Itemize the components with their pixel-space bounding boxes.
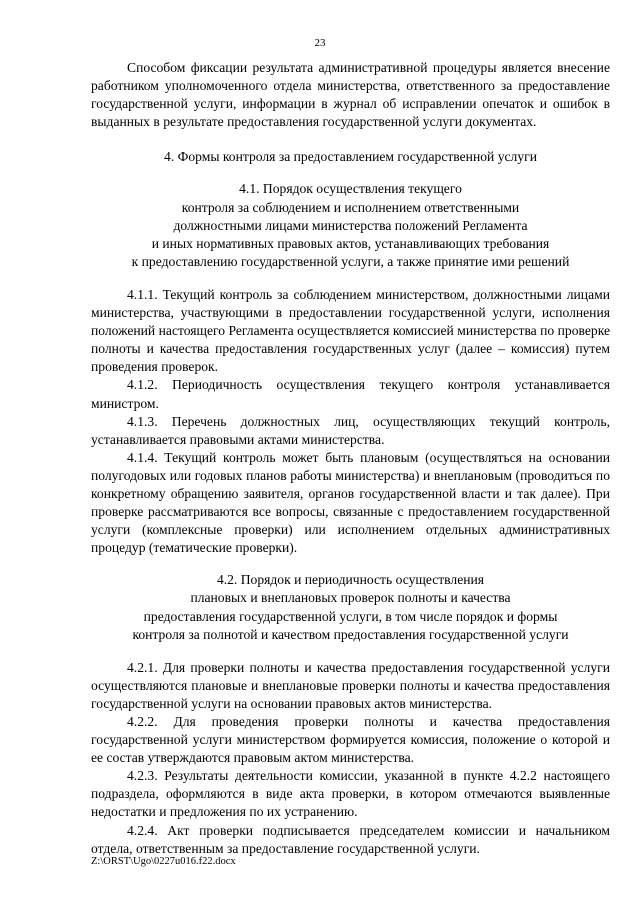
title-line: плановых и внеплановых проверок полноты и качества bbox=[190, 590, 511, 606]
paragraph-4-1-2: 4.1.2. Периодичность осуществления текущего контроля устанавливается министром. bbox=[91, 377, 610, 411]
paragraph-4-2-4: 4.2.4. Акт проверки подписывается председателем комиссии и начальником отдела, ответственным за предоставление государственной услуги. bbox=[91, 822, 610, 856]
title-line: контроля за соблюдением и исполнением ответственными bbox=[181, 199, 520, 215]
paragraph-4-2-1: 4.2.1. Для проверки полноты и качества предоставления государственной услуги осуществляются плановые и внеплановые проверки полноты и качества предоставления государственной услуги на основании правовых актов министерства. bbox=[91, 659, 610, 711]
paragraph-4-1-1: 4.1.1. Текущий контроль за соблюдением министерством, должностными лицами министерства, участвующими в предоставлении государственной услуги, исполнения положений настоящего Регламента осуществляется комиссией министерства по проверке полноты и качества предоставления государственных услуг (далее – комиссия) путем проведения проверок. bbox=[91, 286, 610, 375]
subsection-4-2-body bbox=[91, 659, 610, 858]
footer-file-path: Z:\ORST\Ugo\0227u016.f22.docx bbox=[91, 856, 236, 867]
paragraph-4-2-3: 4.2.3. Результаты деятельности комиссии, указанной в пункте 4.2.2 настоящего подраздела, оформляются в виде акта проверки, в котором отмечаются выявленные недостатки и предложения по их устранению. bbox=[91, 768, 610, 820]
paragraph-4-2-2: 4.2.2. Для проведения проверки полноты и качества предоставления государственной услуги министерством формируется комиссия, положение о которой и ее состав утверждаются правовым актом министерства. bbox=[91, 714, 610, 766]
subsection-4-1-title bbox=[91, 180, 610, 270]
title-line: предоставления государственной услуги, в том числе порядок и формы bbox=[143, 608, 558, 624]
subsection-4-1-body bbox=[91, 286, 610, 557]
intro-paragraph: Способом фиксации результата административной процедуры является внесение работником уполномоченного отдела министерства, ответственного за предоставление государственной услуги, информации в журнал об исправлении опечаток и ошибок в выданных в результате предоставления государственной услуги документах. bbox=[91, 60, 610, 130]
paragraph-4-1-4: 4.1.4. Текущий контроль может быть плановым (осуществляться на основании полугодовых или годовых планов работы министерства) и внеплановым (проводиться по конкретному обращению заявителя, органов государственной власти и так далее). При проверке рассматриваются все вопросы, связанные с предоставлением государственной услуги (комплексные проверки) или исполнением отдельных административных процедур (тематические проверки). bbox=[91, 449, 610, 556]
title-line: 4.1. Порядок осуществления текущего bbox=[239, 181, 462, 197]
subsection-4-2-title bbox=[91, 571, 610, 643]
title-line: контроля за полнотой и качеством предоставления государственной услуги bbox=[132, 626, 569, 642]
page-number: 23 bbox=[314, 37, 326, 49]
section-4-title: 4. Формы контроля за предоставлением государственной услуги bbox=[164, 149, 537, 165]
document-body bbox=[91, 59, 610, 858]
title-line: к предоставлению государственной услуги, а также принятие ими решений bbox=[131, 253, 570, 269]
title-line: должностными лицами министерства положений Регламента bbox=[173, 217, 528, 233]
title-line: и иных нормативных правовых актов, устанавливающих требования bbox=[151, 235, 550, 251]
title-line: 4.2. Порядок и периодичность осуществления bbox=[216, 572, 485, 588]
paragraph-4-1-3: 4.1.3. Перечень должностных лиц, осуществляющих текущий контроль, устанавливается правовыми актами министерства. bbox=[91, 413, 610, 447]
